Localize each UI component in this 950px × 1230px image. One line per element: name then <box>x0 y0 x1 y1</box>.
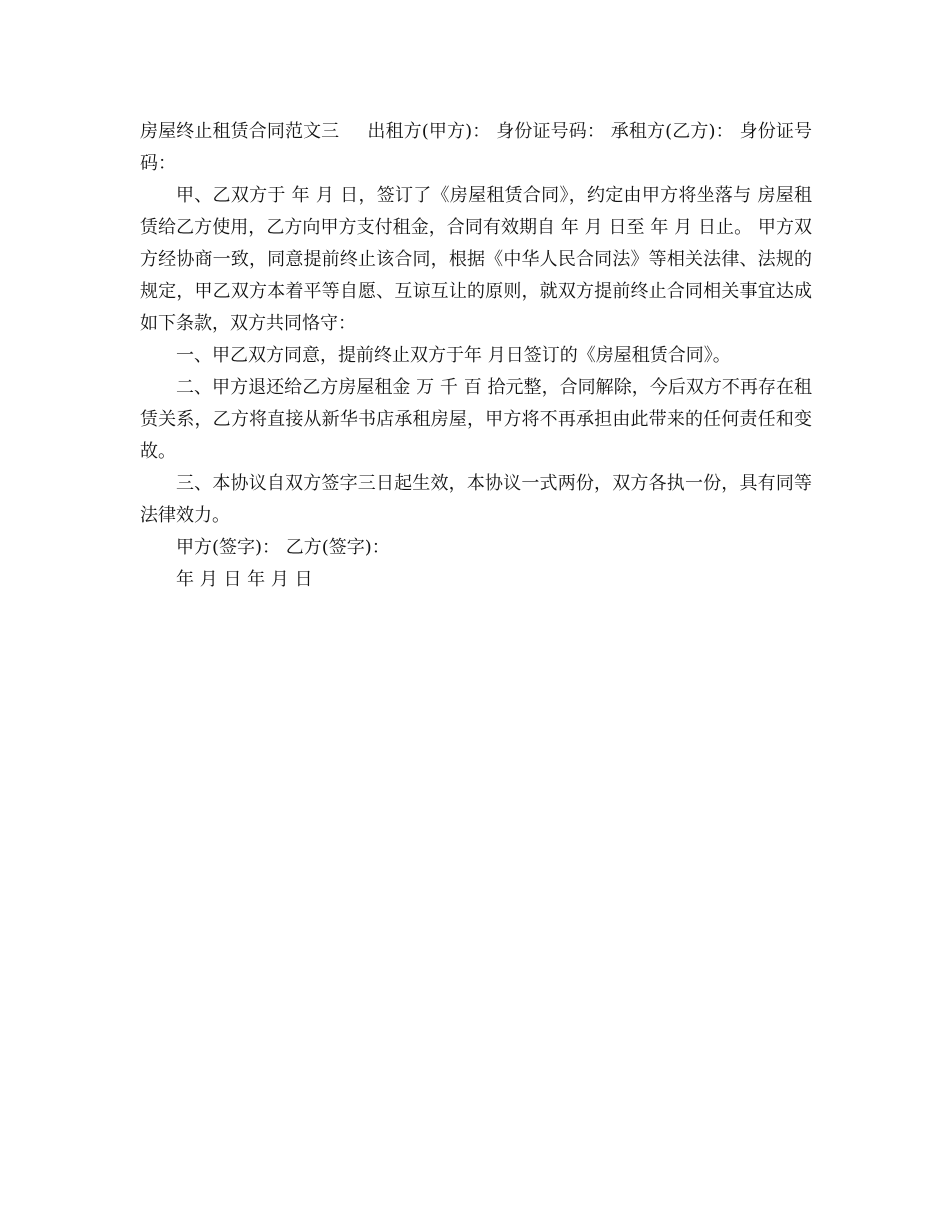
clause-1: 一、甲乙双方同意，提前终止双方于年 月日签订的《房屋租赁合同》。 <box>176 345 731 366</box>
date-line: 年 月 日 年 月 日 <box>176 569 313 590</box>
paragraph-intro: 甲、乙双方于 年 月 日，签订了《房屋租赁合同》，约定由甲方将坐落与 房屋租赁给乙方使用，乙方向甲方支付租金，合同有效期自 年 月 日至 年 月 日止。 甲方双方经协商一致，同意提前终止该合同，根据《中华人民合同法》等相关法律、法规的规定，甲乙双方本着平等自愿、互谅互让的原则，就双方提前终止合同相关事宜达成如下条款，双方共同恪守： <box>140 185 812 334</box>
document-title: 房屋终止租赁合同范文三 <box>140 121 340 142</box>
document-body <box>140 116 812 596</box>
clause-2: 二、甲方退还给乙方房屋租金 万 千 百 拾元整，合同解除，今后双方不再存在租赁关系，乙方将直接从新华书店承租房屋，甲方将不再承担由此带来的任何责任和变故。 <box>140 377 812 462</box>
document-header <box>140 116 812 180</box>
parties-info: 出租方(甲方)： 身份证号码： 承租方(乙方)： 身份证号码： <box>140 121 812 174</box>
clause-3: 三、本协议自双方签字三日起生效，本协议一式两份，双方各执一份，具有同等法律效力。 <box>140 473 812 526</box>
signature-line: 甲方(签字)： 乙方(签字)： <box>176 537 390 558</box>
